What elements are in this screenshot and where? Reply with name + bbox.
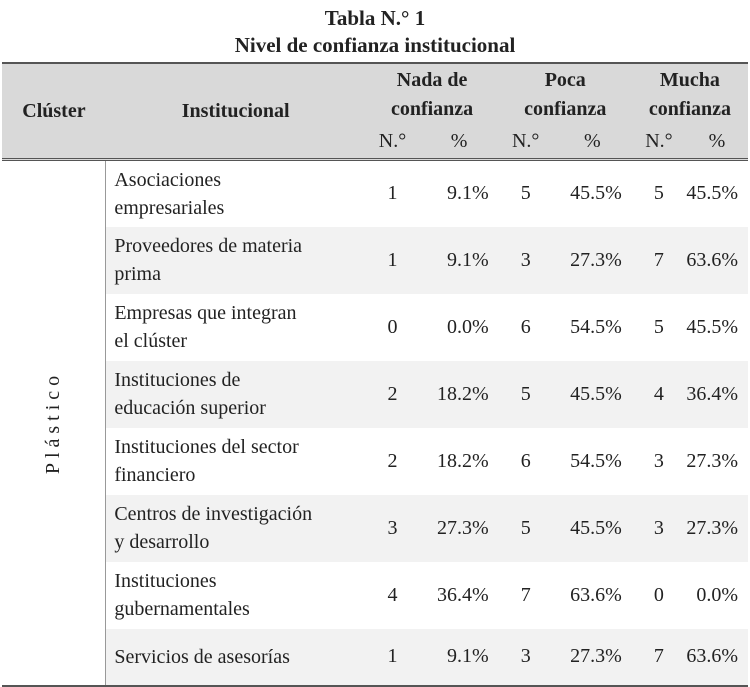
nada-pct: 9.1%	[420, 629, 499, 686]
nada-num: 4	[387, 583, 398, 606]
confidence-table	[2, 62, 748, 687]
nada-num: 1	[365, 227, 419, 294]
poca-pct: 54.5%	[570, 315, 622, 338]
mucha-pct: 36.4%	[686, 361, 748, 428]
institution-name	[106, 361, 366, 428]
institution-name	[106, 562, 366, 629]
institution-name-line: Instituciones de	[114, 369, 241, 391]
institution-name-line: financiero	[114, 464, 196, 486]
mucha-pct: 45.5%	[686, 315, 738, 338]
header-poca-pct: %	[553, 124, 632, 160]
institution-name-line: el clúster	[114, 330, 188, 352]
header-institution: Institucional	[106, 63, 366, 160]
institution-name	[106, 428, 366, 495]
institution-name	[106, 227, 366, 294]
mucha-pct: 63.6%	[686, 629, 748, 686]
poca-pct: 54.5%	[570, 449, 622, 472]
nada-num: 0	[387, 315, 398, 338]
institution-name-line: Instituciones del sector	[114, 436, 299, 458]
header-nada-num: N.°	[365, 124, 419, 160]
mucha-num: 3	[632, 495, 686, 562]
poca-pct: 63.6%	[570, 583, 622, 606]
table-row	[2, 562, 748, 629]
nada-pct: 18.2%	[420, 361, 499, 428]
institution-name-line: educación superior	[114, 397, 266, 419]
table-row	[2, 629, 748, 686]
cluster-cell	[2, 160, 106, 686]
institution-name-line: gubernamentales	[114, 598, 250, 620]
header-nada-pct: %	[420, 124, 499, 160]
nada-num: 2	[365, 361, 419, 428]
table-row	[2, 361, 748, 428]
poca-pct: 45.5%	[553, 361, 632, 428]
institution-name	[106, 160, 366, 227]
header-mucha-line2: confianza	[648, 98, 732, 120]
header-nada-line2: confianza	[390, 98, 474, 120]
nada-pct: 27.3%	[420, 495, 499, 562]
institution-name-line: empresariales	[114, 196, 225, 219]
nada-pct: 9.1%	[446, 182, 489, 205]
poca-num: 5	[499, 495, 553, 562]
table-row	[2, 294, 748, 361]
poca-num: 7	[520, 583, 531, 606]
mucha-num: 0	[653, 583, 664, 606]
header-mucha-line1: Mucha	[659, 69, 720, 91]
poca-pct: 45.5%	[553, 495, 632, 562]
table-number: Tabla N.° 1	[324, 6, 426, 30]
poca-pct: 27.3%	[553, 629, 632, 686]
table-caption	[0, 0, 750, 59]
header-nada-line1: Nada de	[396, 69, 468, 91]
mucha-pct: 27.3%	[686, 495, 748, 562]
nada-num: 2	[387, 449, 398, 472]
nada-pct: 9.1%	[420, 227, 499, 294]
nada-pct: 36.4%	[436, 583, 489, 606]
nada-num: 3	[365, 495, 419, 562]
table-title: Nivel de confianza institucional	[234, 33, 516, 57]
institution-name	[106, 629, 366, 686]
poca-num: 3	[499, 629, 553, 686]
poca-num: 5	[499, 361, 553, 428]
institution-name-line: Empresas que integran	[114, 302, 297, 324]
mucha-pct: 0.0%	[696, 583, 738, 606]
mucha-num: 5	[653, 182, 664, 205]
header-poca-line1: Poca	[544, 69, 586, 91]
institution-name-line: Centros de investigación	[114, 503, 313, 525]
mucha-num: 5	[653, 315, 664, 338]
institution-name-line: Instituciones	[114, 570, 217, 592]
institution-name-line: Proveedores de materia	[114, 235, 303, 257]
institution-name-line: Asociaciones	[114, 168, 221, 191]
nada-pct: 0.0%	[446, 315, 489, 338]
nada-num: 1	[365, 629, 419, 686]
mucha-pct: 63.6%	[686, 227, 748, 294]
poca-pct: 27.3%	[553, 227, 632, 294]
cluster-label: Plástico	[42, 371, 65, 475]
poca-num: 5	[520, 182, 531, 205]
institution-name	[106, 495, 366, 562]
header-poca-num: N.°	[499, 124, 553, 160]
poca-pct: 45.5%	[570, 182, 622, 205]
header-mucha-pct: %	[686, 124, 748, 160]
header-cluster: Clúster	[2, 63, 106, 160]
table-row	[2, 160, 748, 227]
institution-name-line: prima	[114, 263, 161, 285]
header-mucha-confianza	[632, 63, 748, 124]
nada-num: 1	[387, 182, 398, 205]
header-mucha-num: N.°	[632, 124, 686, 160]
header-poca-confianza	[499, 63, 632, 124]
table-row	[2, 495, 748, 562]
institution-name	[106, 294, 366, 361]
table-row	[2, 227, 748, 294]
table-row	[2, 428, 748, 495]
poca-num: 3	[499, 227, 553, 294]
mucha-num: 4	[632, 361, 686, 428]
header-poca-line2: confianza	[524, 98, 607, 120]
mucha-num: 7	[632, 629, 686, 686]
institution-name-line: Servicios de asesorías	[114, 645, 290, 668]
nada-pct: 18.2%	[436, 449, 489, 472]
mucha-num: 7	[632, 227, 686, 294]
institution-name-line: y desarrollo	[114, 531, 210, 553]
poca-num: 6	[520, 449, 531, 472]
header-nada-confianza	[365, 63, 498, 124]
poca-num: 6	[520, 315, 531, 338]
mucha-pct: 27.3%	[686, 449, 738, 472]
mucha-pct: 45.5%	[686, 182, 738, 205]
mucha-num: 3	[653, 449, 664, 472]
